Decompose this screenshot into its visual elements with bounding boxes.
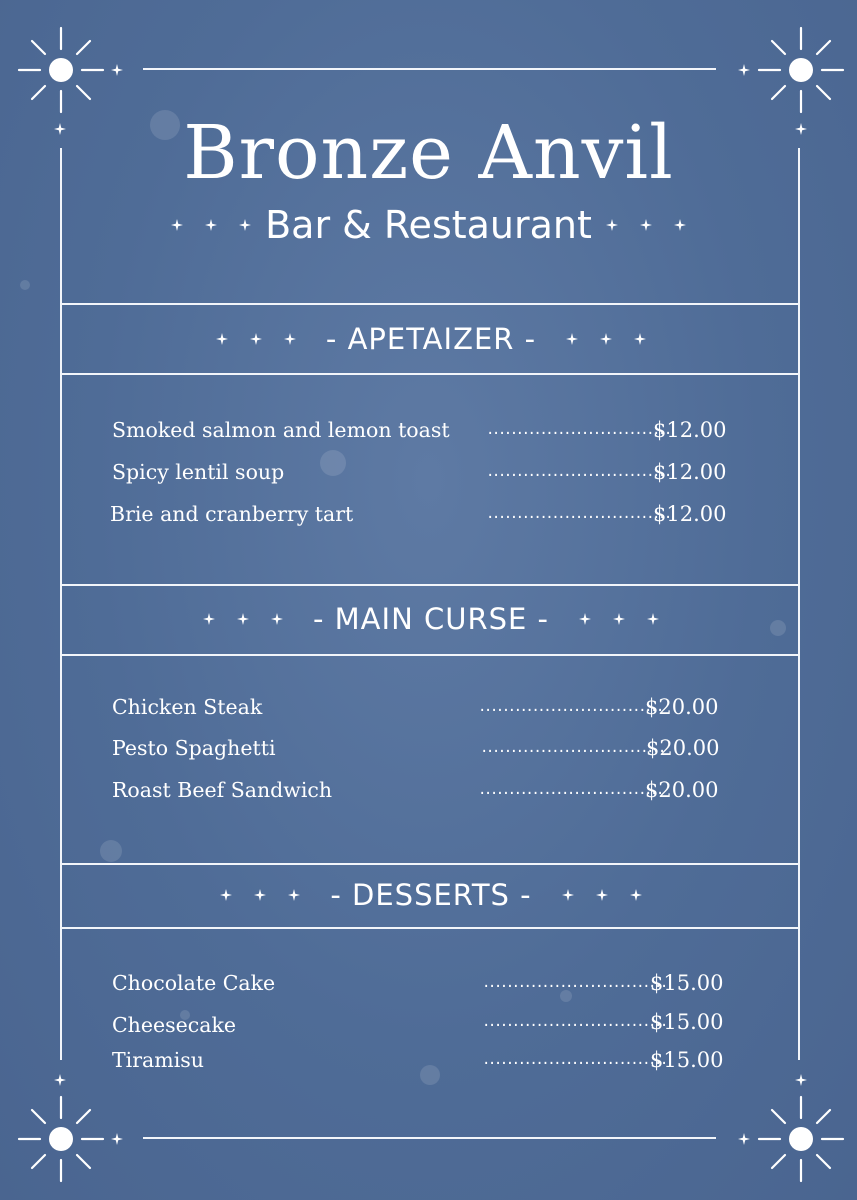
background-speck [20, 280, 30, 290]
section-divider [62, 654, 800, 656]
sparkle-star-icon [171, 219, 183, 231]
section-divider [62, 373, 800, 375]
sparkle-star-icon [254, 889, 266, 901]
sparkle-star-icon [237, 613, 249, 625]
sparkle-star-icon [203, 613, 215, 625]
section-header-desserts [62, 874, 800, 916]
frame-top-line [143, 68, 716, 70]
sparkle-star-icon [606, 219, 618, 231]
sparkle-star-icon [566, 333, 578, 345]
menu-item-price: $12.00 [653, 502, 727, 526]
menu-item-dots: ............................... [478, 782, 662, 798]
sparkle-star-icon [795, 1074, 807, 1086]
menu-item-name: Spicy lentil soup [112, 460, 285, 484]
menu-item-price: $12.00 [653, 418, 727, 442]
menu-item-price: $15.00 [650, 971, 724, 995]
sparkle-star-icon [596, 889, 608, 901]
sparkle-star-icon [630, 889, 642, 901]
menu-item-dots: ............................... [482, 1052, 666, 1068]
background-speck [100, 840, 122, 862]
sparkle-star-icon [111, 1133, 123, 1145]
sun-icon [16, 25, 106, 115]
menu-item-price: $20.00 [646, 736, 720, 760]
menu-item-dots: ............................... [486, 464, 670, 480]
menu-item-dots: ............................... [480, 740, 664, 756]
section-divider [62, 927, 800, 929]
sparkle-star-icon [111, 64, 123, 76]
sparkle-star-icon [271, 613, 283, 625]
section-divider [62, 863, 800, 865]
restaurant-subtitle: Bar & Restaurant [265, 203, 592, 247]
sparkle-star-icon [674, 219, 686, 231]
menu-item-name: Roast Beef Sandwich [112, 778, 333, 802]
sparkle-star-icon [284, 333, 296, 345]
subtitle-row [0, 200, 857, 250]
sun-icon [756, 1094, 846, 1184]
sparkle-star-icon [562, 889, 574, 901]
sparkle-star-icon [205, 219, 217, 231]
menu-item-dots: ............................... [478, 699, 662, 715]
sparkle-star-icon [613, 613, 625, 625]
sparkle-star-icon [640, 219, 652, 231]
restaurant-title: Bronze Anvil [183, 110, 674, 196]
sparkle-star-icon [220, 889, 232, 901]
menu-item-name: Cheesecake [112, 1013, 237, 1037]
sparkle-stars-right [606, 219, 686, 231]
sparkle-star-icon [647, 613, 659, 625]
background-speck [320, 450, 346, 476]
background-speck [420, 1065, 440, 1085]
section-title: - APETAIZER - [325, 322, 537, 356]
section-title: - MAIN CURSE - [312, 602, 550, 636]
menu-item-price: $12.00 [653, 460, 727, 484]
sparkle-star-icon [54, 1074, 66, 1086]
menu-item-price: $15.00 [650, 1010, 724, 1034]
sparkle-star-icon [738, 64, 750, 76]
sparkle-star-icon [250, 333, 262, 345]
sparkle-stars-left [171, 219, 251, 231]
menu-item-price: $20.00 [645, 778, 719, 802]
frame-bottom-line [143, 1137, 716, 1139]
section-divider [62, 584, 800, 586]
menu-item-price: $15.00 [650, 1048, 724, 1072]
sun-icon [756, 25, 846, 115]
section-header-appetizer [62, 318, 800, 360]
menu-item-name: Pesto Spaghetti [112, 736, 276, 760]
section-title: - DESSERTS - [330, 878, 532, 912]
sun-icon [16, 1094, 106, 1184]
menu-item-price: $20.00 [645, 695, 719, 719]
sparkle-star-icon [738, 1133, 750, 1145]
menu-item-name: Chocolate Cake [112, 971, 276, 995]
sparkle-star-icon [579, 613, 591, 625]
section-header-main-course [62, 598, 800, 640]
menu-item-name: Tiramisu [112, 1048, 204, 1072]
menu-item-name: Smoked salmon and lemon toast [112, 418, 450, 442]
sparkle-star-icon [239, 219, 251, 231]
sparkle-star-icon [634, 333, 646, 345]
sparkle-star-icon [288, 889, 300, 901]
sparkle-star-icon [600, 333, 612, 345]
menu-item-name: Brie and cranberry tart [110, 502, 354, 526]
menu-item-dots: ............................... [486, 506, 670, 522]
menu-item-name: Chicken Steak [112, 695, 263, 719]
sparkle-star-icon [216, 333, 228, 345]
menu-item-dots: ............................... [486, 422, 670, 438]
section-divider [62, 303, 800, 305]
menu-item-dots: ............................... [482, 975, 666, 991]
menu-item-dots: ............................... [482, 1014, 666, 1030]
